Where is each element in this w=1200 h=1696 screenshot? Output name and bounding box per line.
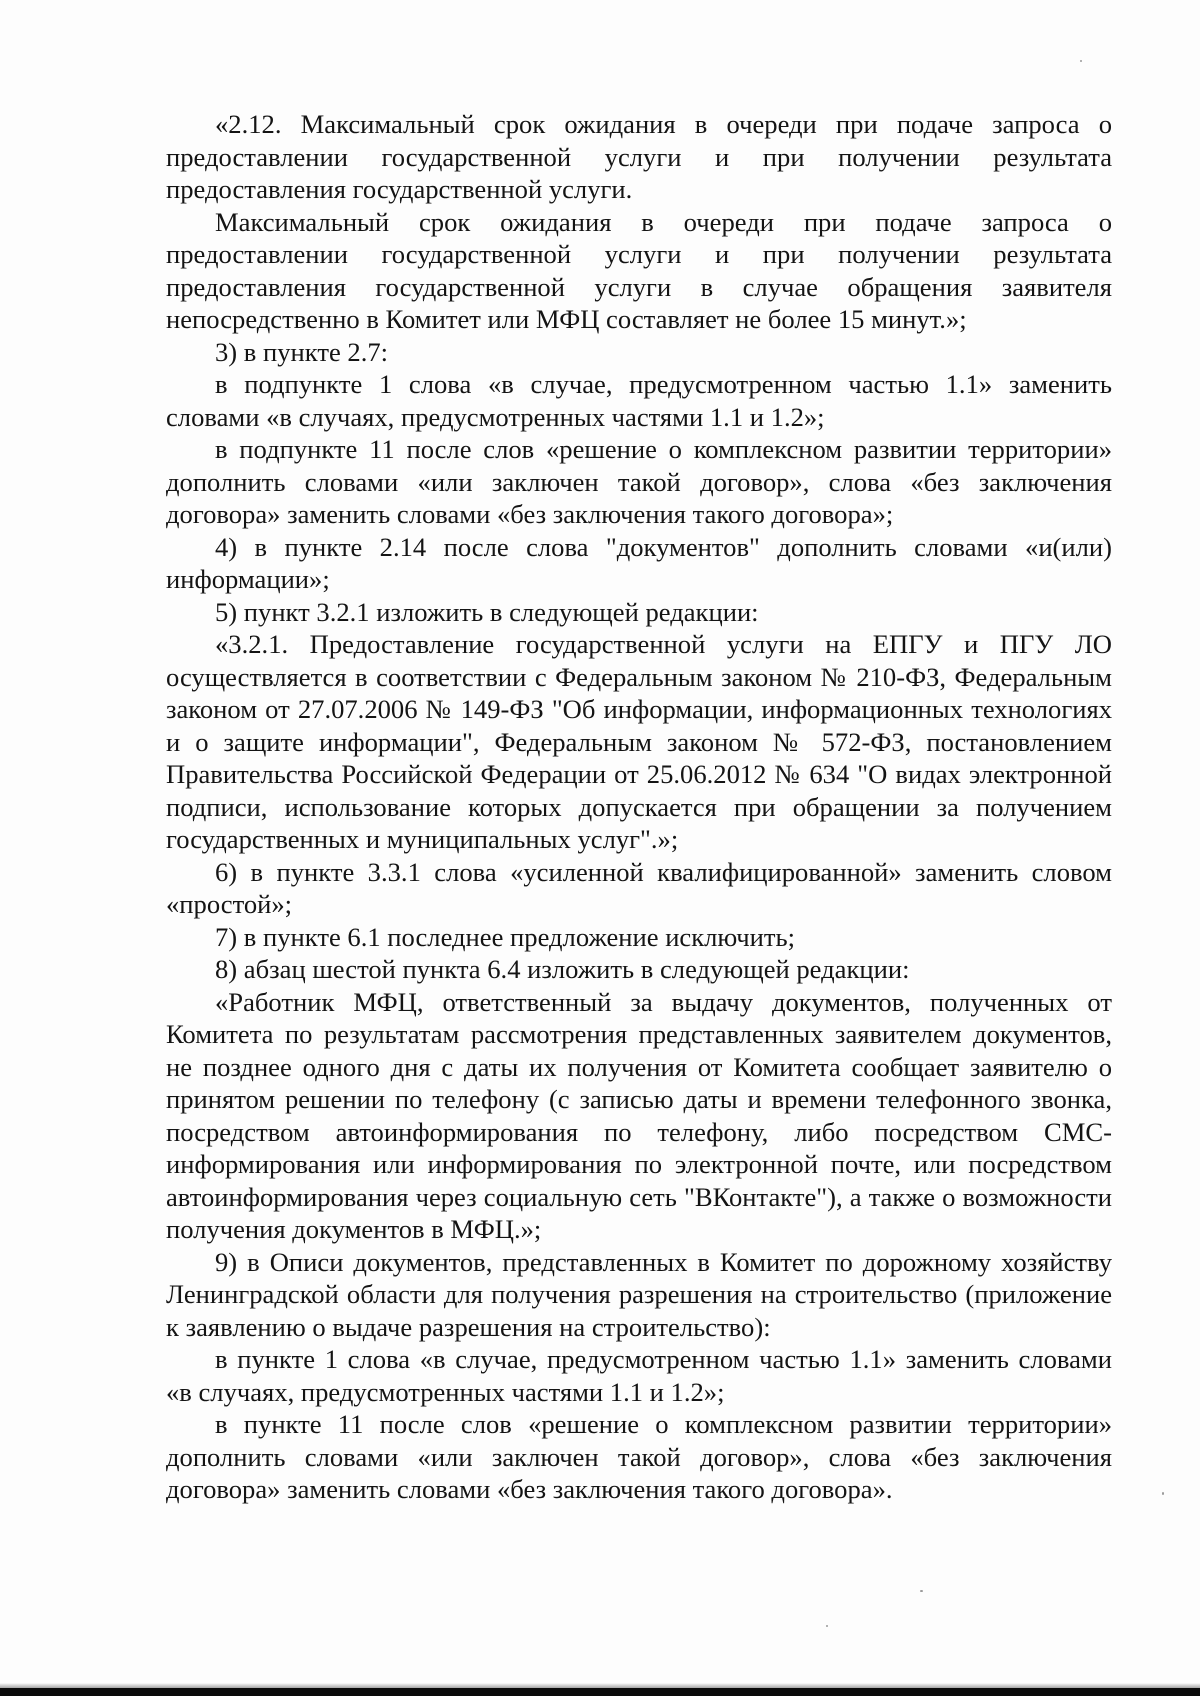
paragraph-item-8: 8) абзац шестой пункта 6.4 изложить в следующей редакции: bbox=[215, 954, 910, 984]
paragraph-item-3: 3) в пункте 2.7: bbox=[215, 336, 389, 367]
paragraph-item-4: 4) в пункте 2.14 после слова "документов" дополнить словами «и(или) информации»; bbox=[166, 531, 1112, 594]
paragraph-subitem-1: в подпункте 1 слова «в случае, предусмотренном частью 1.1» заменить словами «в случаях, предусмотренных частями 1.1 и 1.2»; bbox=[166, 369, 1112, 432]
paragraph-subitem-11: в подпункте 11 после слов «решение о комплексном развитии территории» дополнить словами «или заключен такой договор», слова «без заключения договора» заменить словами «без заключения такого договора»; bbox=[166, 434, 1112, 529]
paragraph-3-2-1-text: «3.2.1. Предоставление государственной услуги на ЕПГУ и ПГУ ЛО осуществляется в соответствии с Федеральным законом № 210-ФЗ, Федеральным законом от 27.07.2006 № 149-ФЗ "Об информации, информационных технологиях и о защите информации", Федеральным законом № 572-ФЗ, постановлением Правительства Российской Федерации от 25.06.2012 № 634 "О видах электронной подписи, использование которых допускается при обращении за получением государственных и муниципальных услуг".»; bbox=[166, 629, 1112, 854]
paragraph-max-wait-time: Максимальный срок ожидания в очереди при подаче запроса о предоставлении государственной услуги и при получении результата предоставления государственной услуги в случае обращения заявителя непосредственно в Комитет или МФЦ составляет не более 15 минут.»; bbox=[166, 206, 1112, 334]
paragraph-item-6: 6) в пункте 3.3.1 слова «усиленной квалифицированной» заменить словом «простой»; bbox=[166, 856, 1112, 919]
scan-speck bbox=[1080, 60, 1082, 62]
paragraph-item-5: 5) пункт 3.2.1 изложить в следующей редакции: bbox=[215, 596, 759, 627]
scan-speck bbox=[920, 1590, 923, 1592]
scan-speck bbox=[826, 1625, 828, 1627]
paragraph-item-9: 9) в Описи документов, представленных в Комитет по дорожному хозяйству Ленинградской области для получения разрешения на строительство (приложение к заявлению о выдаче разрешения на строительство): bbox=[166, 1246, 1112, 1342]
scan-border bbox=[0, 1688, 1200, 1696]
scan-speck bbox=[1162, 1492, 1164, 1495]
paragraph-mfc-worker: «Работник МФЦ, ответственный за выдачу документов, полученных от Комитета по результатам рассмотрения представленных заявителем документов, не позднее одного дня с даты их получения от Комитета сообщает заявителю о принятом решении по телефону (с записью даты и времени телефонного звонка, посредством автоинформирования по телефону, либо посредством СМС-информирования или информирования по электронной почте, или посредством автоинформирования через социальную сеть "ВКонтакте"), а также о возможности получения документов в МФЦ.»; bbox=[166, 986, 1112, 1244]
paragraph-inventory-item-11: в пункте 11 после слов «решение о комплексном развитии территории» дополнить словами «или заключен такой договор», слова «без заключения договора» заменить словами «без заключения такого договора». bbox=[166, 1409, 1112, 1504]
paragraph-inventory-item-1: в пункте 1 слова «в случае, предусмотренном частью 1.1» заменить словами «в случаях, предусмотренных частями 1.1 и 1.2»; bbox=[166, 1344, 1112, 1407]
paragraph-2-12-heading: «2.12. Максимальный срок ожидания в очереди при подаче запроса о предоставлении государственной услуги и при получении результата предоставления государственной услуги. bbox=[166, 109, 1112, 204]
document-body bbox=[166, 108, 1112, 1506]
paragraph-item-7: 7) в пункте 6.1 последнее предложение исключить; bbox=[215, 921, 796, 952]
